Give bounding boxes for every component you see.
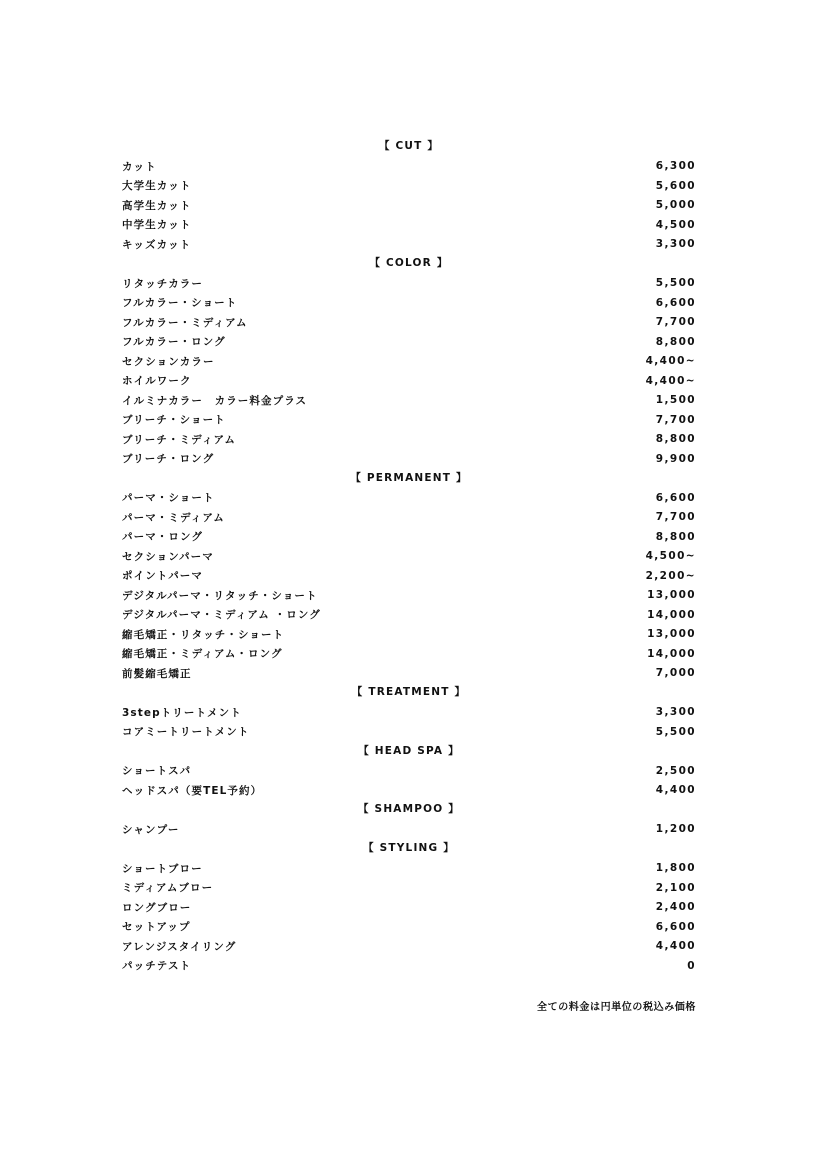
price-row [122, 235, 696, 255]
service-price: 2,400 [655, 901, 696, 914]
service-name: ホイルワーク [122, 375, 192, 388]
price-row [122, 898, 696, 918]
service-price: 2,100 [655, 881, 696, 894]
service-price: 4,400~ [645, 355, 696, 368]
service-name: 前髪縮毛矯正 [122, 667, 192, 680]
service-price: 8,800 [655, 530, 696, 543]
service-price: 4,400~ [645, 374, 696, 387]
service-price: 14,000 [647, 647, 696, 660]
service-name: ショートブロー [122, 862, 203, 875]
service-name: デジタルパーマ・リタッチ・ショート [122, 589, 318, 602]
price-row [122, 781, 696, 801]
service-price: 7,000 [655, 667, 696, 680]
service-name: ブリーチ・ロング [122, 453, 215, 466]
price-row [122, 176, 696, 196]
service-price: 7,700 [655, 511, 696, 524]
price-row [122, 586, 696, 606]
service-price: 7,700 [655, 413, 696, 426]
price-row [122, 508, 696, 528]
service-price: 6,600 [655, 296, 696, 309]
price-row [122, 371, 696, 391]
service-price: 13,000 [647, 628, 696, 641]
price-row [122, 488, 696, 508]
price-row [122, 196, 696, 216]
service-name: イルミナカラー カラー料金プラス [122, 394, 308, 407]
price-row [122, 878, 696, 898]
price-row [122, 859, 696, 879]
service-name: フルカラー・ロング [122, 336, 226, 349]
price-row [122, 274, 696, 294]
service-price: 5,500 [655, 725, 696, 738]
section-header: 【 HEAD SPA 】 [358, 744, 460, 757]
price-row [122, 293, 696, 313]
price-row [122, 527, 696, 547]
service-price: 6,600 [655, 920, 696, 933]
price-menu [122, 137, 696, 976]
section-header: 【 STYLING 】 [363, 842, 455, 854]
section-header: 【 COLOR 】 [369, 257, 449, 269]
price-row [122, 449, 696, 469]
service-name: ロングブロー [122, 901, 192, 914]
service-name: ブリーチ・ミディアム [122, 433, 237, 446]
service-name: コアミートリートメント [122, 726, 250, 739]
service-name: リタッチカラー [122, 277, 203, 290]
service-name: キッズカット [122, 238, 192, 251]
price-row [122, 722, 696, 742]
price-row [122, 956, 696, 976]
service-name: 縮毛矯正・リタッチ・ショート [122, 628, 285, 641]
service-name: パッチテスト [122, 960, 192, 973]
price-row [122, 332, 696, 352]
price-row [122, 937, 696, 957]
service-price: 9,900 [655, 452, 696, 465]
service-name: アレンジスタイリング [122, 940, 237, 953]
service-name: フルカラー・ショート [122, 297, 238, 310]
price-row [122, 391, 696, 411]
price-row [122, 430, 696, 450]
service-name: シャンプー [122, 823, 180, 836]
price-row [122, 664, 696, 684]
service-name: カット [122, 160, 157, 173]
service-price: 8,800 [655, 335, 696, 348]
service-name: パーマ・ロング [122, 531, 203, 544]
service-price: 4,500~ [645, 550, 696, 563]
service-price: 0 [687, 959, 696, 972]
service-price: 3,300 [655, 706, 696, 719]
service-name: 3stepトリートメント [122, 706, 242, 719]
service-name: 大学生カット [122, 180, 192, 193]
price-row [122, 761, 696, 781]
service-price: 1,500 [655, 394, 696, 407]
service-price: 6,300 [655, 160, 696, 173]
section-header: 【 PERMANENT 】 [350, 471, 468, 484]
price-row [122, 566, 696, 586]
price-row [122, 644, 696, 664]
section-header: 【 CUT 】 [378, 140, 440, 152]
service-name: ポイントパーマ [122, 570, 203, 583]
service-name: パーマ・ショート [122, 492, 215, 505]
price-row [122, 703, 696, 723]
service-price: 6,600 [655, 491, 696, 504]
service-name: セットアップ [122, 921, 191, 934]
section-header: 【 SHAMPOO 】 [358, 803, 460, 815]
service-price: 2,200~ [645, 569, 696, 582]
service-name: デジタルパーマ・ミディアム ・ロング [122, 609, 321, 622]
service-price: 5,000 [655, 199, 696, 212]
service-price: 4,500 [655, 218, 696, 231]
price-row [122, 157, 696, 177]
service-name: ヘッドスパ（要TEL予約） [122, 784, 263, 797]
price-row [122, 625, 696, 645]
price-row [122, 352, 696, 372]
section-header: 【 TREATMENT 】 [351, 686, 467, 698]
service-price: 3,300 [655, 238, 696, 251]
service-price: 4,400 [655, 784, 696, 797]
service-price: 4,400 [655, 940, 696, 953]
service-price: 2,500 [655, 764, 696, 777]
service-price: 14,000 [647, 608, 696, 621]
price-row [122, 410, 696, 430]
service-price: 1,800 [655, 862, 696, 875]
service-name: ブリーチ・ショート [122, 414, 226, 427]
service-price: 13,000 [647, 589, 696, 602]
service-name: パーマ・ミディアム [122, 511, 225, 524]
price-row [122, 547, 696, 567]
price-row [122, 820, 696, 840]
service-price: 5,600 [655, 179, 696, 192]
service-name: 中学生カット [122, 219, 192, 232]
service-price: 5,500 [655, 277, 696, 290]
price-row [122, 215, 696, 235]
service-price: 1,200 [655, 823, 696, 836]
price-row [122, 313, 696, 333]
tax-note: 全ての料金は円単位の税込み価格 [537, 1002, 696, 1013]
service-name: フルカラー・ミディアム [122, 316, 248, 329]
price-row [122, 917, 696, 937]
service-name: 高学生カット [122, 199, 192, 212]
service-price: 8,800 [655, 433, 696, 446]
price-row [122, 605, 696, 625]
service-name: ミディアムブロー [122, 882, 214, 895]
service-name: セクションパーマ [122, 550, 214, 563]
service-name: セクションカラー [122, 355, 215, 368]
service-price: 7,700 [655, 316, 696, 329]
service-name: ショートスパ [122, 765, 192, 778]
service-name: 縮毛矯正・ミディアム・ロング [122, 648, 283, 661]
